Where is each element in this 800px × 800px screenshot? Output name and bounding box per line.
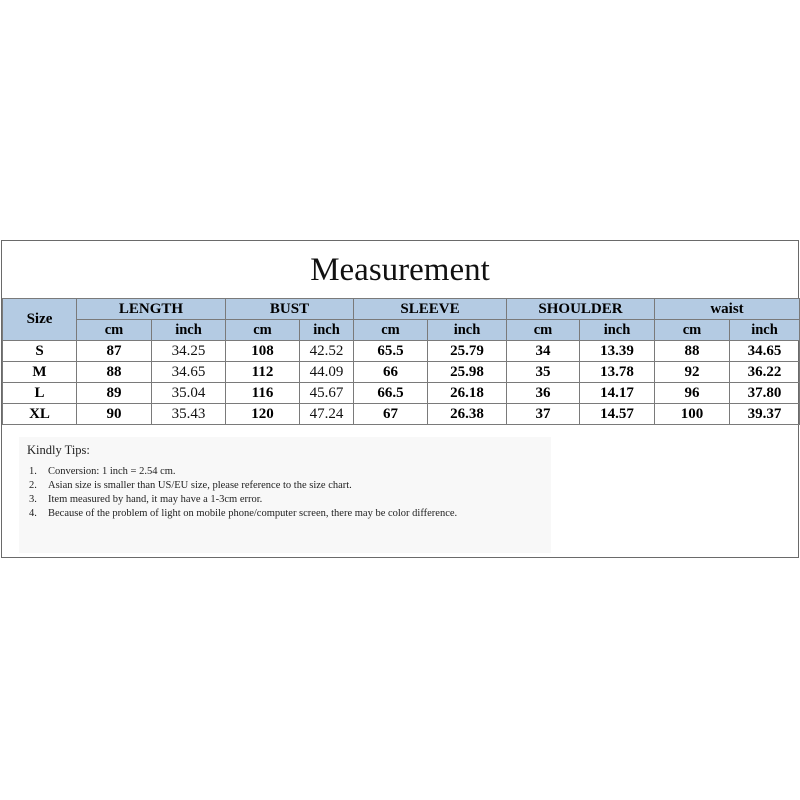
table-cell: 14.57 bbox=[580, 404, 655, 425]
table-cell: 35 bbox=[507, 362, 580, 383]
table-cell: 34.65 bbox=[730, 341, 800, 362]
table-cell: 37.80 bbox=[730, 383, 800, 404]
table-cell: 26.18 bbox=[428, 383, 507, 404]
tip-number: 3. bbox=[29, 494, 37, 505]
unit-header: cm bbox=[655, 320, 730, 341]
table-cell: 108 bbox=[226, 341, 300, 362]
unit-header: cm bbox=[354, 320, 428, 341]
unit-header: inch bbox=[152, 320, 226, 341]
table-row bbox=[3, 341, 800, 362]
size-cell: L bbox=[3, 383, 77, 404]
table-cell: 25.79 bbox=[428, 341, 507, 362]
table-cell: 39.37 bbox=[730, 404, 800, 425]
table-cell: 42.52 bbox=[300, 341, 354, 362]
group-header-shoulder: SHOULDER bbox=[507, 299, 655, 320]
table-cell: 13.39 bbox=[580, 341, 655, 362]
table-cell: 88 bbox=[655, 341, 730, 362]
unit-header-row bbox=[3, 320, 800, 341]
table-cell: 13.78 bbox=[580, 362, 655, 383]
table-cell: 47.24 bbox=[300, 404, 354, 425]
unit-header: inch bbox=[730, 320, 800, 341]
tips-list bbox=[29, 465, 499, 521]
table-cell: 100 bbox=[655, 404, 730, 425]
tip-text: Conversion: 1 inch = 2.54 cm. bbox=[48, 466, 176, 477]
group-header-row bbox=[3, 299, 800, 320]
table-cell: 112 bbox=[226, 362, 300, 383]
table-cell: 35.04 bbox=[152, 383, 226, 404]
size-header: Size bbox=[3, 299, 77, 341]
size-cell: S bbox=[3, 341, 77, 362]
table-cell: 37 bbox=[507, 404, 580, 425]
table-cell: 66 bbox=[354, 362, 428, 383]
size-chart bbox=[1, 240, 799, 558]
table-cell: 35.43 bbox=[152, 404, 226, 425]
tip-item bbox=[29, 493, 499, 507]
table-cell: 120 bbox=[226, 404, 300, 425]
tip-item bbox=[29, 465, 499, 479]
table-cell: 36.22 bbox=[730, 362, 800, 383]
unit-header: cm bbox=[226, 320, 300, 341]
size-table bbox=[2, 298, 800, 425]
table-row bbox=[3, 383, 800, 404]
unit-header: inch bbox=[428, 320, 507, 341]
table-cell: 67 bbox=[354, 404, 428, 425]
group-header-bust: BUST bbox=[226, 299, 354, 320]
table-cell: 44.09 bbox=[300, 362, 354, 383]
group-header-waist: waist bbox=[655, 299, 800, 320]
tip-item bbox=[29, 479, 499, 493]
table-cell: 36 bbox=[507, 383, 580, 404]
table-cell: 96 bbox=[655, 383, 730, 404]
table-cell: 45.67 bbox=[300, 383, 354, 404]
group-header-sleeve: SLEEVE bbox=[354, 299, 507, 320]
table-cell: 88 bbox=[77, 362, 152, 383]
table-cell: 25.98 bbox=[428, 362, 507, 383]
table-cell: 34.25 bbox=[152, 341, 226, 362]
table-cell: 90 bbox=[77, 404, 152, 425]
tip-item bbox=[29, 507, 499, 521]
unit-header: cm bbox=[507, 320, 580, 341]
table-cell: 89 bbox=[77, 383, 152, 404]
unit-header: cm bbox=[77, 320, 152, 341]
tip-number: 4. bbox=[29, 508, 37, 519]
table-cell: 34.65 bbox=[152, 362, 226, 383]
table-cell: 66.5 bbox=[354, 383, 428, 404]
tip-text: Asian size is smaller than US/EU size, please reference to the size chart. bbox=[48, 480, 352, 491]
size-cell: XL bbox=[3, 404, 77, 425]
table-cell: 116 bbox=[226, 383, 300, 404]
table-cell: 14.17 bbox=[580, 383, 655, 404]
tip-number: 1. bbox=[29, 466, 37, 477]
table-cell: 26.38 bbox=[428, 404, 507, 425]
group-header-length: LENGTH bbox=[77, 299, 226, 320]
table-row bbox=[3, 404, 800, 425]
table-cell: 87 bbox=[77, 341, 152, 362]
chart-title: Measurement bbox=[310, 252, 490, 288]
unit-header: inch bbox=[580, 320, 655, 341]
tip-text: Item measured by hand, it may have a 1-3cm error. bbox=[48, 494, 263, 505]
table-cell: 92 bbox=[655, 362, 730, 383]
unit-header: inch bbox=[300, 320, 354, 341]
tips-title: Kindly Tips: bbox=[27, 443, 90, 457]
tip-number: 2. bbox=[29, 480, 37, 491]
kindly-tips bbox=[19, 437, 551, 553]
size-cell: M bbox=[3, 362, 77, 383]
table-cell: 65.5 bbox=[354, 341, 428, 362]
table-cell: 34 bbox=[507, 341, 580, 362]
tip-text: Because of the problem of light on mobile phone/computer screen, there may be color difference. bbox=[48, 508, 458, 519]
table-row bbox=[3, 362, 800, 383]
